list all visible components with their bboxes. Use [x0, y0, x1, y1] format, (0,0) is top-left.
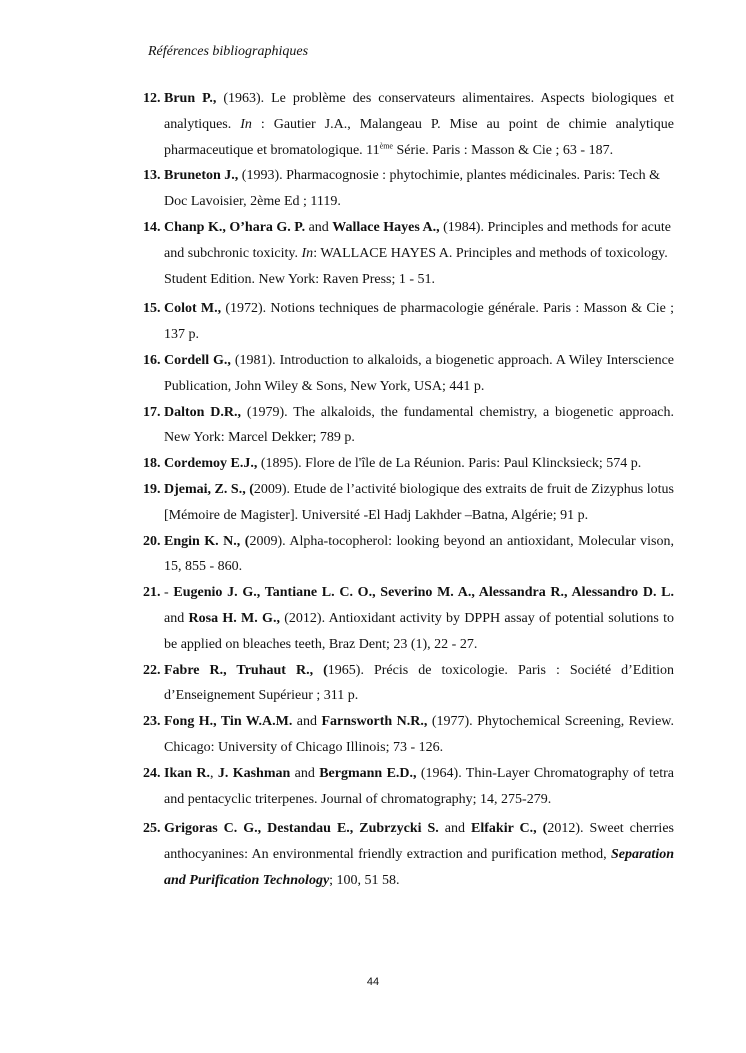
reference-number: 16. — [143, 352, 161, 368]
reference-authors: Dalton D.R., — [164, 404, 241, 420]
reference-number: 19. — [143, 481, 161, 497]
reference-number: 22. — [143, 662, 161, 678]
reference-number: 18. — [143, 456, 161, 472]
reference-number: 13. — [143, 168, 161, 184]
reference-number: 15. — [143, 301, 161, 317]
reference-item: 13. Bruneton J., (1993). Pharmacognosie : phytochimie, plantes médicinales. Paris: Tech & Doc Lavoisier, 2ème Ed ; 1119. — [143, 163, 674, 215]
reference-item: 25. Grigoras C. G., Destandau E., Zubrzycki S. and Elfakir C., (2012). Sweet cherries anthocyanines: An environmental friendly extraction and purification method, Separation and Purification Technology; 100, 51 58. — [143, 816, 674, 893]
reference-item: 17. Dalton D.R., (1979). The alkaloids, the fundamental chemistry, a biogenetic approach. New York: Marcel Dekker; 789 p. — [143, 400, 674, 452]
reference-authors: Ikan R. — [164, 765, 210, 781]
reference-item: 23. Fong H., Tin W.A.M. and Farnsworth N.R., (1977). Phytochemical Screening, Review. Chicago: University of Chicago Illinois; 73 - 126. — [143, 709, 674, 761]
reference-item: 24. Ikan R., J. Kashman and Bergmann E.D., (1964). Thin-Layer Chromatography of tetra and pentacyclic triterpenes. Journal of chromatography; 14, 275-279. — [143, 761, 674, 813]
page-number: 44 — [366, 976, 380, 988]
reference-item: 22. Fabre R., Truhaut R., (1965). Précis de toxicologie. Paris : Société d’Edition d’Enseignement Supérieur ; 311 p. — [143, 658, 674, 710]
reference-list — [143, 86, 674, 894]
reference-item: 20. Engin K. N., (2009). Alpha-tocopherol: looking beyond an antioxidant, Molecular vison, 15, 855 - 860. — [143, 529, 674, 581]
reference-authors: Grigoras C. G., Destandau E., Zubrzycki S. — [164, 821, 439, 837]
running-header: Références bibliographiques — [148, 44, 309, 59]
reference-number: 25. — [143, 821, 161, 837]
reference-authors: Brun P., — [164, 91, 217, 106]
reference-number: 20. — [143, 533, 161, 549]
reference-authors: Eugenio J. G., Tantiane L. C. O., Severino M. A., Alessandra R., Alessandro D. L. — [173, 585, 674, 601]
reference-item: 18. Cordemoy E.J., (1895). Flore de l'île de La Réunion. Paris: Paul Klincksieck; 574 p. — [143, 451, 674, 477]
reference-item: 14. Chanp K., O’hara G. P. and Wallace Hayes A., (1984). Principles and methods for acute and subchronic toxicity. In: WALLACE HAYES A. Principles and methods of toxicology. Student Edition. New York: Raven Press; 1 - 51. — [143, 215, 674, 292]
reference-authors: Engin K. N., ( — [164, 533, 250, 549]
reference-number: 23. — [143, 714, 161, 730]
reference-item: 21. - Eugenio J. G., Tantiane L. C. O., Severino M. A., Alessandra R., Alessandro D. L. and Rosa H. M. G., (2012). Antioxidant activity by DPPH assay of potential solutions to be applied on bleaches teeth, Braz Dent; 23 (1), 22 - 27. — [143, 580, 674, 657]
reference-number: 21. — [143, 585, 161, 601]
reference-item: 15. Colot M., (1972). Notions techniques de pharmacologie générale. Paris : Masson & Cie ; 137 p. — [143, 296, 674, 348]
reference-number: 24. — [143, 765, 161, 781]
reference-authors: Fabre R., Truhaut R., ( — [164, 662, 328, 678]
reference-item: 16. Cordell G., (1981). Introduction to alkaloids, a biogenetic approach. A Wiley Interscience Publication, John Wiley & Sons, New York, USA; 441 p. — [143, 348, 674, 400]
reference-authors: Colot M., — [164, 301, 222, 317]
reference-item: 12. Brun P., (1963). Le problème des conservateurs alimentaires. Aspects biologiques et analytiques. In : Gautier J.A., Malangeau P. Mise au point de chimie analytique pharmaceutique et bromatologique. 11ème Série. Paris : Masson & Cie ; 63 - 187. — [143, 86, 674, 163]
reference-authors: Bruneton J., — [164, 168, 239, 184]
reference-authors: Chanp K., O’hara G. P. — [164, 219, 306, 235]
reference-authors: Fong H., Tin W.A.M. — [164, 714, 293, 730]
reference-item: 19. Djemai, Z. S., (2009). Etude de l’activité biologique des extraits de fruit de Zizyphus lotus [Mémoire de Magister]. Université -El Hadj Lakhder –Batna, Algérie; 91 p. — [143, 477, 674, 529]
reference-number: 17. — [143, 404, 161, 420]
reference-authors: Cordemoy E.J., — [164, 456, 258, 472]
reference-authors: Cordell G., — [164, 352, 231, 368]
reference-authors: Djemai, Z. S., ( — [164, 481, 254, 497]
reference-number: 12. — [143, 91, 161, 106]
reference-number: 14. — [143, 219, 161, 235]
